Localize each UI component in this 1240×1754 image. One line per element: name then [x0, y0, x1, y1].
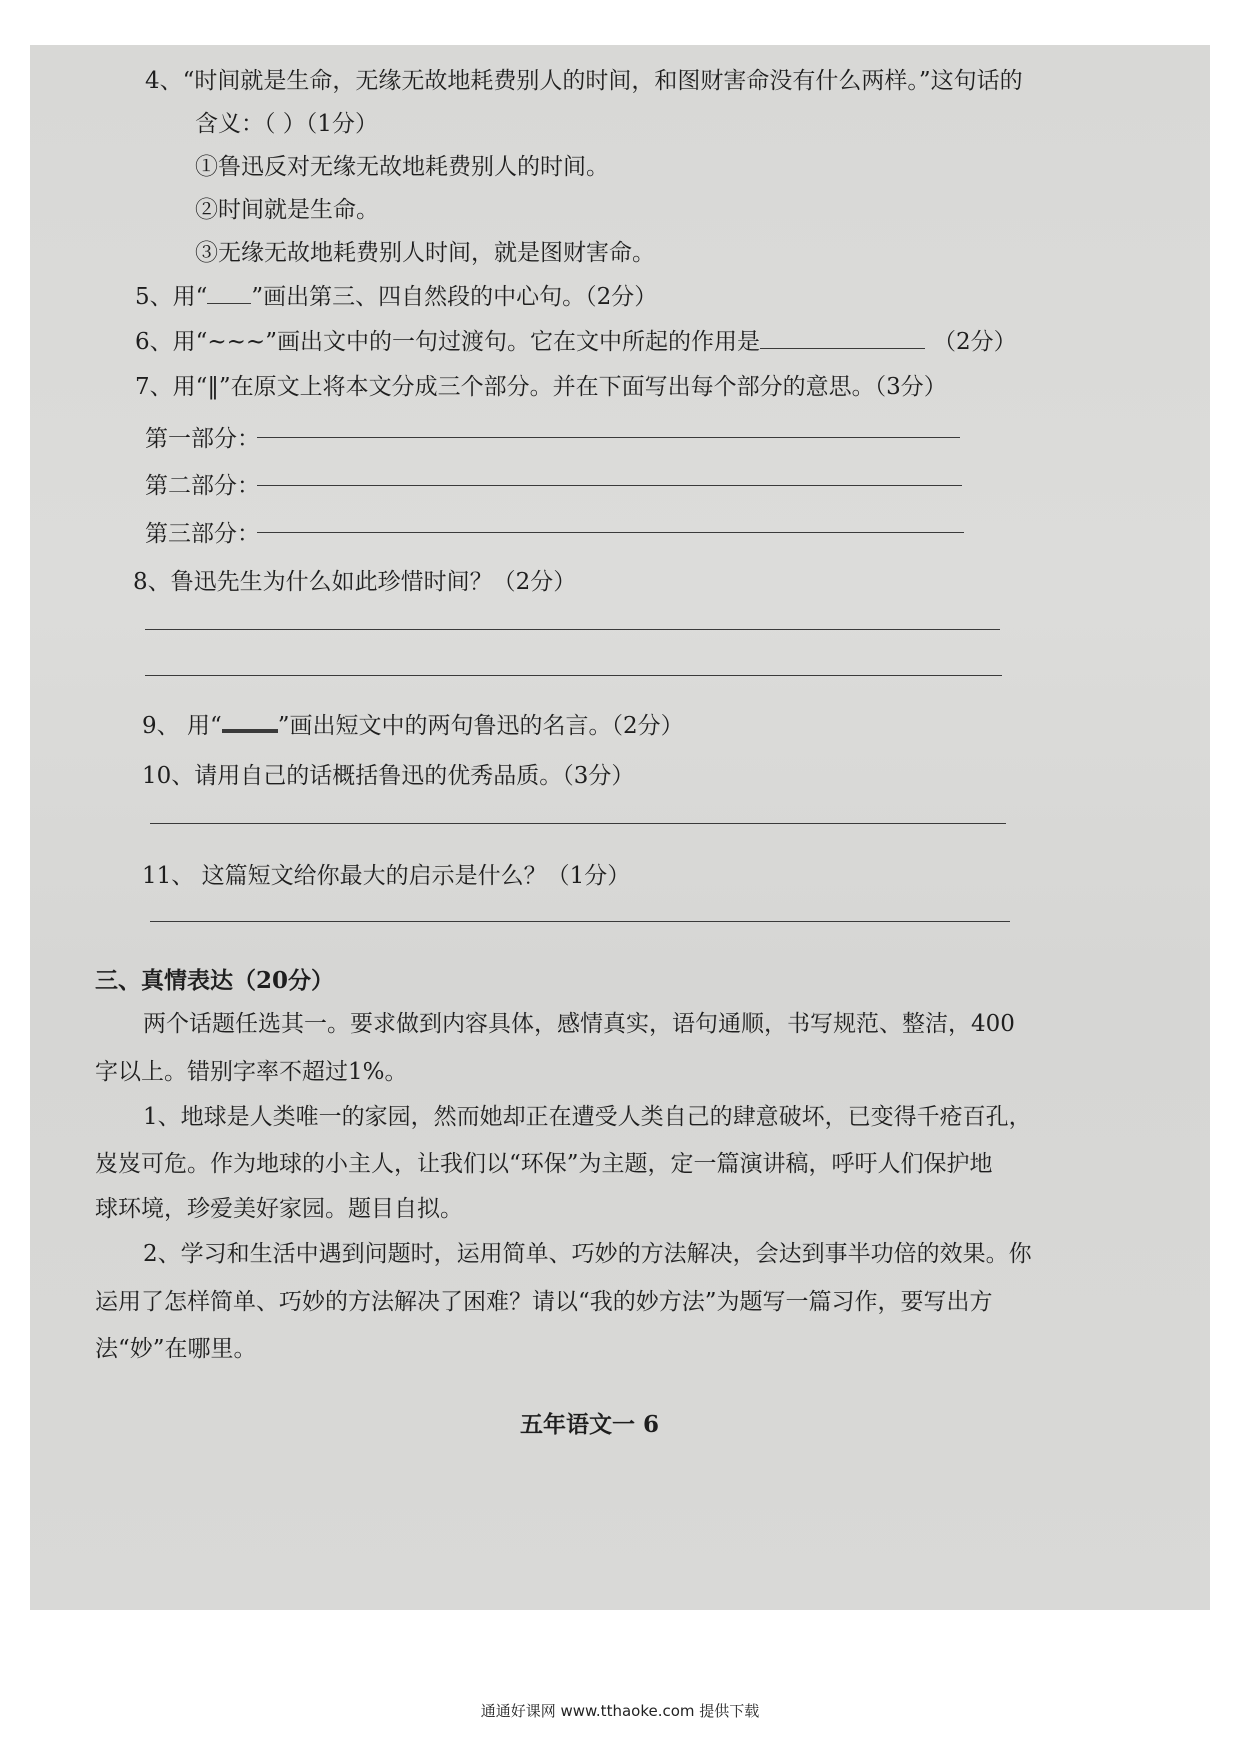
topic2-line3: 法“妙”在哪里。 — [95, 1336, 257, 1362]
q9-suffix: ”画出短文中的两句鲁迅的名言。（2分） — [277, 713, 684, 739]
q10-text: 10、请用自己的话概括鲁迅的优秀品质。（3分） — [142, 763, 635, 789]
q9-underline-sample — [222, 707, 278, 733]
q4-option-1: ①鲁迅反对无缘无故地耗费别人的时间。 — [195, 154, 609, 180]
q8-answer-line-1[interactable] — [145, 629, 1000, 630]
q7-part3-answer-line[interactable] — [257, 532, 964, 533]
q7-part2-answer-line[interactable] — [257, 485, 962, 486]
q6-score: （2分） — [932, 329, 1017, 355]
page-footer-label: 五年语文一 6 — [520, 1411, 660, 1438]
q8-text: 8、鲁迅先生为什么如此珍惜时间？（2分） — [133, 569, 577, 595]
q7-part1-label: 第一部分： — [145, 426, 260, 452]
q9-prefix: 9、 用“ — [142, 713, 222, 739]
topic1-line1: 1、地球是人类唯一的家园，然而她却正在遭受人类自己的肆意破坏，已变得千疮百孔， — [143, 1104, 1032, 1130]
section3-title: 三、真情表达（20分） — [95, 967, 335, 994]
topic2-line2: 运用了怎样简单、巧妙的方法解决了困难？请以“我的妙方法”为题写一篇习作，要写出方 — [95, 1289, 993, 1315]
q5-line — [135, 278, 657, 311]
q7-text: 7、用“‖”在原文上将本文分成三个部分。并在下面写出每个部分的意思。（3分） — [135, 374, 947, 400]
q11-answer-line[interactable] — [150, 921, 1010, 922]
q9-line — [142, 707, 684, 740]
topic1-line2: 岌岌可危。作为地球的小主人，让我们以“环保”为主题，定一篇演讲稿，呼吁人们保护地 — [95, 1151, 993, 1177]
q5-underline-sample — [207, 281, 251, 304]
q5-prefix: 5、用“ — [135, 284, 208, 310]
q7-part2-label: 第二部分： — [145, 473, 260, 499]
q8-answer-line-2[interactable] — [145, 675, 1002, 676]
exam-page-photo — [30, 45, 1210, 1610]
q6-line — [135, 323, 1017, 356]
download-watermark: 通通好课网 www.tthaoke.com 提供下载 — [480, 1702, 760, 1720]
q5-suffix: ”画出第三、四自然段的中心句。（2分） — [251, 284, 658, 310]
section3-intro-line1: 两个话题任选其一。要求做到内容具体，感情真实，语句通顺，书写规范、整洁，400 — [143, 1011, 1015, 1037]
q4-line1: 4、“时间就是生命，无缘无故地耗费别人的时间，和图财害命没有什么两样。”这句话的 — [145, 68, 1023, 94]
q6-answer-blank[interactable] — [760, 326, 925, 349]
q10-answer-line[interactable] — [150, 823, 1006, 824]
q7-part1-answer-line[interactable] — [257, 437, 960, 438]
topic1-line3: 球环境，珍爱美好家园。题目自拟。 — [95, 1196, 463, 1222]
q6-text: 6、用“~~~”画出文中的一句过渡句。它在文中所起的作用是 — [135, 329, 760, 355]
q4-option-3: ③无缘无故地耗费别人时间，就是图财害命。 — [195, 240, 655, 266]
topic2-line1: 2、学习和生活中遇到问题时，运用简单、巧妙的方法解决，会达到事半功倍的效果。你 — [143, 1241, 1032, 1267]
section3-intro-line2: 字以上。错别字率不超过1%。 — [95, 1059, 408, 1085]
q11-text: 11、 这篇短文给你最大的启示是什么？（1分） — [142, 863, 631, 889]
q7-part3-label: 第三部分： — [145, 521, 260, 547]
q4-option-2: ②时间就是生命。 — [195, 197, 379, 223]
q4-line2: 含义：（ ）（1分） — [195, 111, 378, 137]
